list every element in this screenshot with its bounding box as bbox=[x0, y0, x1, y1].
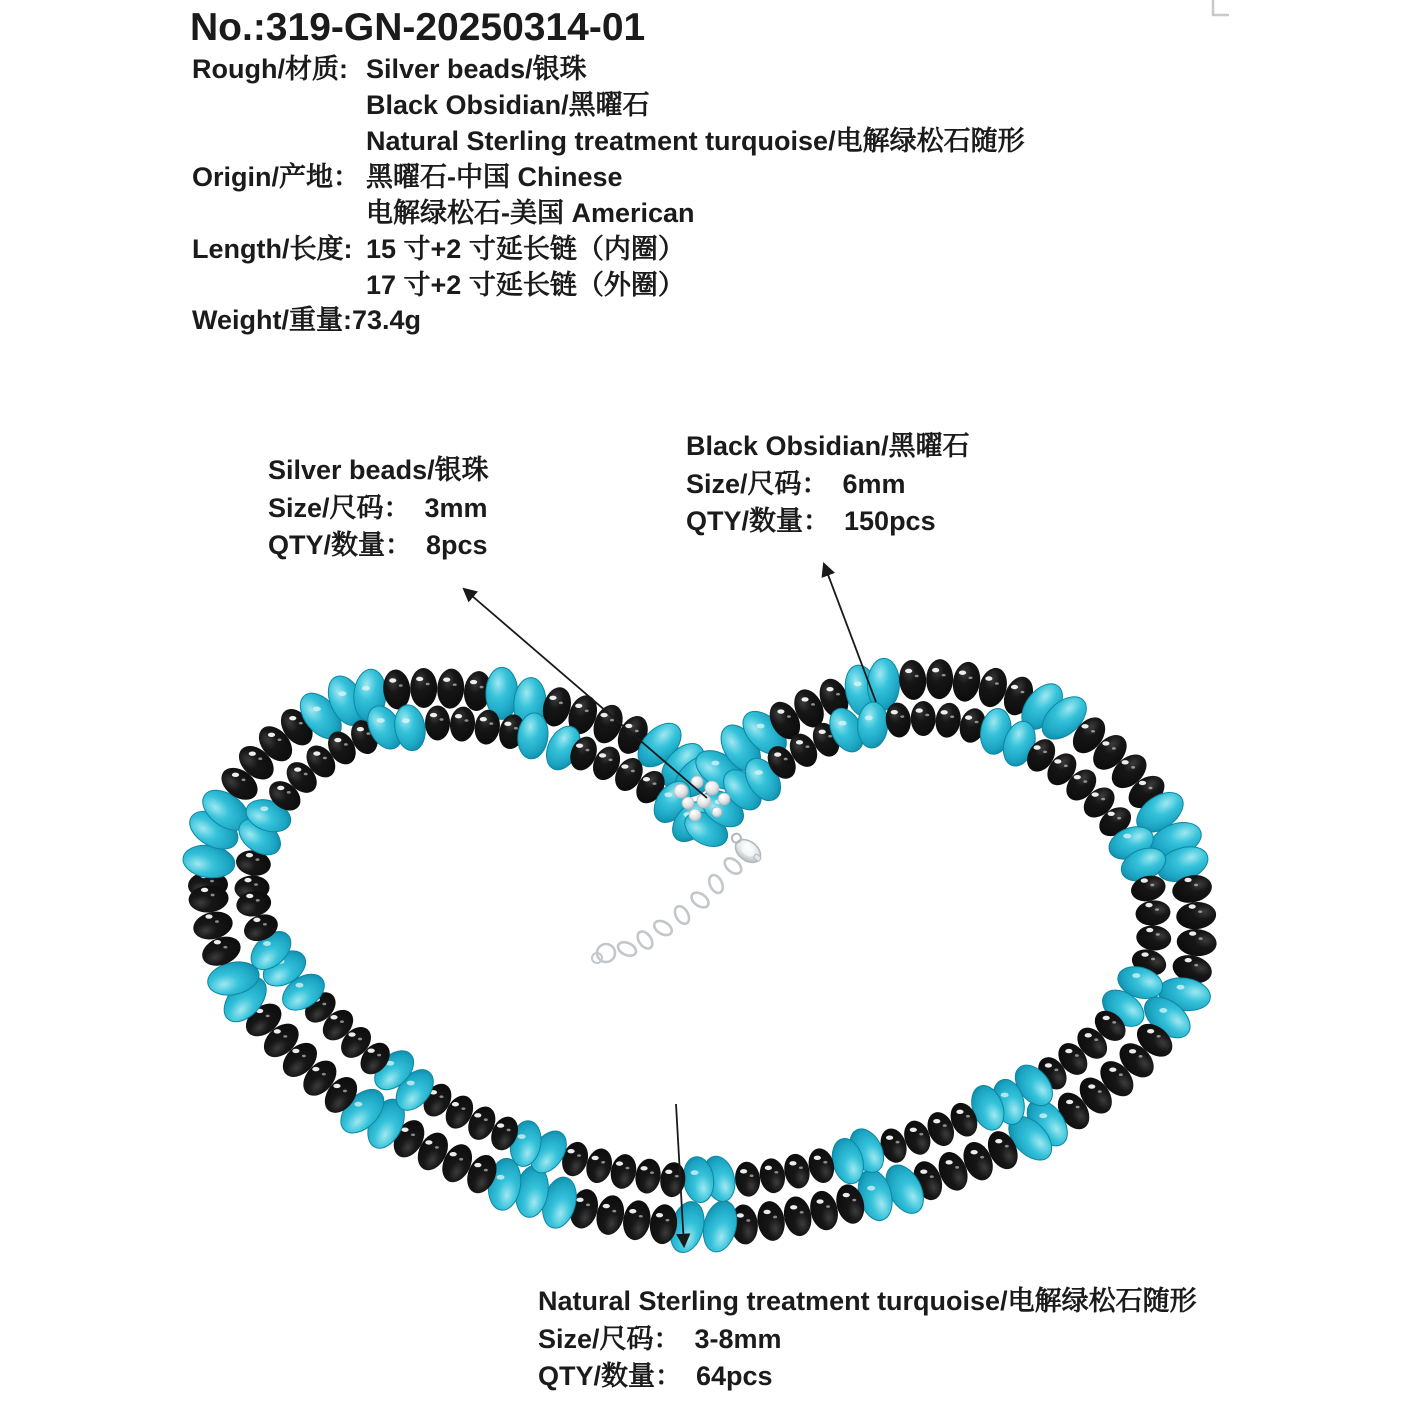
callout-obsidian-qty-value: 150pcs bbox=[844, 506, 936, 536]
callout-turquoise-size-value: 3-8mm bbox=[694, 1323, 782, 1354]
callout-obsidian-title: Black Obsidian/黑曜石 bbox=[686, 431, 970, 461]
callout-silver-size-value: 3mm bbox=[424, 492, 488, 523]
callout-turquoise-qty-label: QTY/数量： bbox=[538, 1361, 683, 1391]
spec-rough-value3: Natural Sterling treatment turquoise/电解绿松石随形 bbox=[366, 126, 1025, 156]
product-number: No.:319-GN-20250314-01 bbox=[190, 6, 646, 49]
callout-obsidian-qty-label: QTY/数量： bbox=[686, 506, 831, 536]
callout-obsidian-size-label: Size/尺码： bbox=[686, 468, 829, 499]
callout-silver-qty-label: QTY/数量： bbox=[268, 530, 413, 560]
spec-rough-value1: Silver beads/银珠 bbox=[366, 54, 587, 84]
spec-origin-value1: 黑曜石-中国 Chinese bbox=[366, 162, 623, 192]
callout-turquoise-size-label: Size/尺码： bbox=[538, 1323, 681, 1354]
callout-obsidian-size-value: 6mm bbox=[842, 468, 906, 499]
spec-origin-label: Origin/产地： bbox=[192, 162, 360, 192]
callout-turquoise-title: Natural Sterling treatment turquoise/电解绿松石随形 bbox=[538, 1286, 1197, 1316]
spec-length-label: Length/长度: bbox=[192, 234, 353, 264]
spec-length-value1: 15 寸+2 寸延长链（内圈） bbox=[366, 234, 685, 264]
lobster-clasp-icon bbox=[725, 830, 765, 867]
crop-corner-mark bbox=[1213, 0, 1229, 15]
extension-chain bbox=[592, 855, 744, 963]
spec-origin-value2: 电解绿松石-美国 American bbox=[366, 198, 695, 228]
spec-rough-label: Rough/材质: bbox=[192, 54, 348, 84]
callout-silver-size-label: Size/尺码： bbox=[268, 492, 411, 523]
spec-rough-value2: Black Obsidian/黑曜石 bbox=[366, 90, 650, 120]
spec-weight-value: 73.4g bbox=[351, 305, 422, 335]
callout-turquoise-qty-value: 64pcs bbox=[696, 1361, 773, 1391]
spec-weight-label: Weight/重量: bbox=[192, 305, 352, 335]
spec-length-value2: 17 寸+2 寸延长链（外圈） bbox=[366, 270, 685, 300]
callout-silver-title: Silver beads/银珠 bbox=[268, 455, 489, 485]
callout-silver-qty-value: 8pcs bbox=[426, 530, 488, 560]
